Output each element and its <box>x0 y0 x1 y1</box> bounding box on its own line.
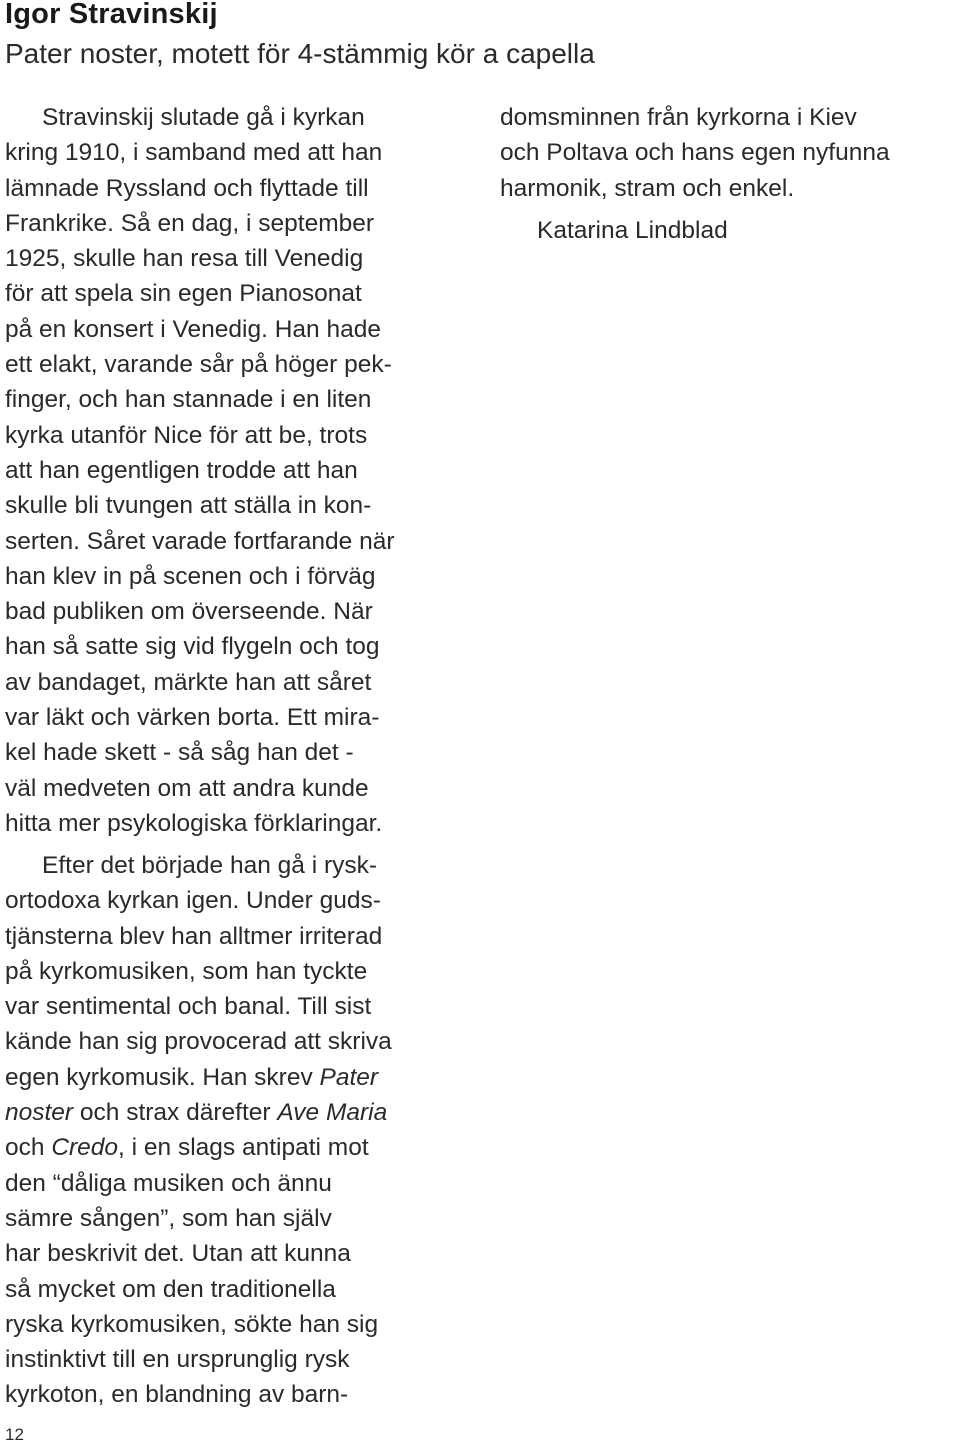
text-line: domsminnen från kyrkorna i Kiev <box>500 104 857 131</box>
text-line: instinktivt till en ursprunglig rysk <box>5 1346 350 1374</box>
article-paragraph-2 <box>5 848 392 1413</box>
composer-title: Igor Stravinskij <box>5 0 218 30</box>
work-title-italic: noster <box>5 1099 74 1127</box>
text-line: för att spela sin egen Pianosonat <box>5 280 362 308</box>
text-line: den “dåliga musiken och ännu <box>5 1169 332 1197</box>
text-line <box>5 1095 392 1130</box>
text-line: hitta mer psykologiska förklaringar. <box>5 809 383 837</box>
text-line: serten. Såret varade fortfarande när <box>5 527 395 555</box>
text-line: på kyrkomusiken, som han tyckte <box>5 957 368 985</box>
page-number: 12 <box>5 1425 24 1444</box>
text-run: och <box>5 1134 52 1162</box>
text-line: sämre sången”, som han själv <box>5 1204 332 1232</box>
text-run: och strax därefter <box>73 1099 278 1127</box>
work-title-italic: Pater <box>319 1063 379 1091</box>
text-line: han så satte sig vid flygeln och tog <box>5 633 380 661</box>
work-title: Pater noster, motett för 4-stämmig kör a capella <box>5 38 595 69</box>
text-line: kel hade skett - så såg han det - <box>5 739 354 767</box>
article-column-2 <box>500 100 890 206</box>
text-line: lämnade Ryssland och flyttade till <box>5 174 369 202</box>
text-line: kände han sig provocerad att skriva <box>5 1028 392 1056</box>
text-line <box>5 1130 392 1165</box>
text-line: finger, och han stannade i en liten <box>5 386 372 414</box>
text-line: av bandaget, märkte han att såret <box>5 668 372 696</box>
text-line: kyrkoton, en blandning av barn- <box>5 1381 349 1409</box>
text-run: , i en slags antipati mot <box>118 1134 369 1162</box>
text-line: ett elakt, varande sår på höger pek- <box>5 351 392 379</box>
text-line: väl medveten om att andra kunde <box>5 774 369 802</box>
text-line: att han egentligen trodde att han <box>5 456 358 484</box>
text-line: på en konsert i Venedig. Han hade <box>5 315 381 343</box>
text-line: 1925, skulle han resa till Venedig <box>5 245 364 273</box>
text-line: ortodoxa kyrkan igen. Under guds- <box>5 887 381 915</box>
text-line: han klev in på scenen och i förväg <box>5 562 376 590</box>
author-signature: Katarina Lindblad <box>537 217 728 244</box>
text-line: har beskrivit det. Utan att kunna <box>5 1240 351 1268</box>
text-line: bad publiken om överseende. När <box>5 598 373 626</box>
text-line: skulle bli tvungen att ställa in kon- <box>5 492 372 520</box>
text-line: Efter det började han gå i rysk- <box>42 852 378 879</box>
text-line: kring 1910, i samband med att han <box>5 139 383 167</box>
text-line <box>5 1060 392 1095</box>
text-line: ryska kyrkomusiken, sökte han sig <box>5 1310 379 1338</box>
text-run: egen kyrkomusik. Han skrev <box>5 1063 320 1091</box>
text-line: kyrka utanför Nice för att be, trots <box>5 421 368 449</box>
text-line: tjänsterna blev han alltmer irriterad <box>5 922 383 950</box>
text-line: Frankrike. Så en dag, i september <box>5 209 375 237</box>
text-line: Stravinskij slutade gå i kyrkan <box>42 104 365 131</box>
text-line: harmonik, stram och enkel. <box>500 174 795 202</box>
work-title-italic: Credo <box>51 1134 119 1162</box>
work-title-italic: Ave Maria <box>277 1099 388 1127</box>
text-line: och Poltava och hans egen nyfunna <box>500 139 890 167</box>
article-paragraph-1 <box>5 100 395 841</box>
text-line: var läkt och värken borta. Ett mira- <box>5 704 380 732</box>
text-line: så mycket om den traditionella <box>5 1275 336 1303</box>
text-line: var sentimental och banal. Till sist <box>5 993 372 1021</box>
